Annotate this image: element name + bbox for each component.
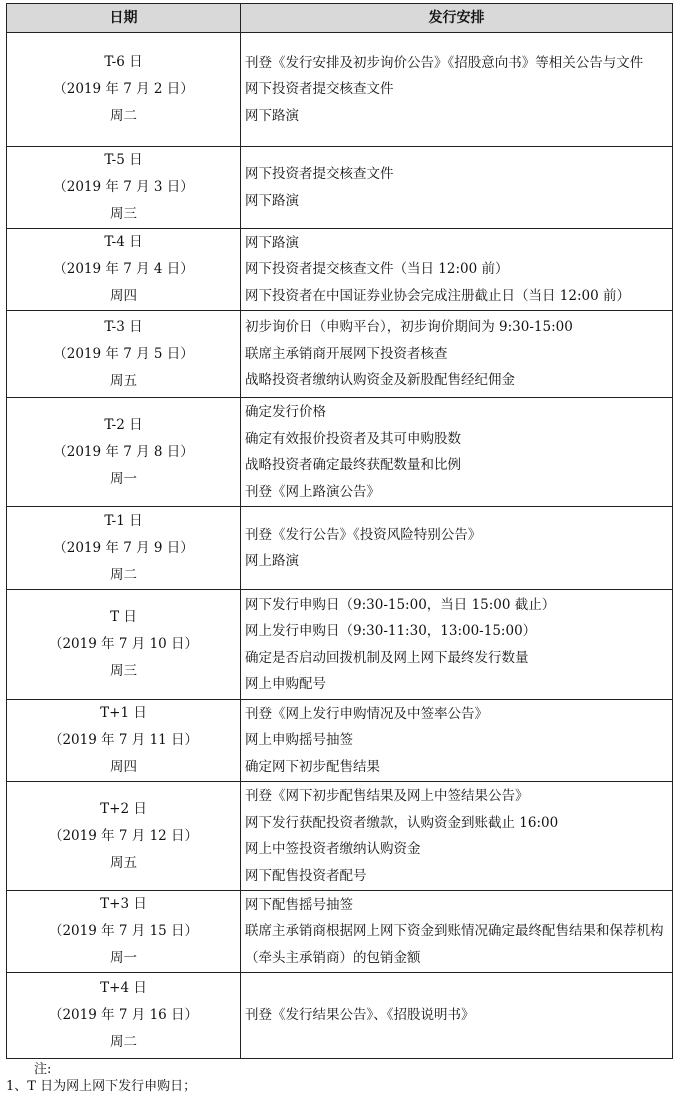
schedule-item: 网上路演 bbox=[245, 553, 299, 569]
calendar-date-label: （2019 年 7 月 16 日） bbox=[48, 1007, 199, 1023]
schedule-item: 刊登《发行安排及初步询价公告》《招股意向书》等相关公告与文件 bbox=[245, 54, 644, 71]
table-row bbox=[7, 700, 673, 782]
schedule-item: 联席主承销商开展网下投资者核查 bbox=[245, 345, 448, 362]
trading-day-label: T-6 日 bbox=[104, 54, 143, 70]
weekday-label: 周四 bbox=[110, 288, 137, 304]
date-cell bbox=[7, 33, 241, 147]
schedule-item: 确定网下初步配售结果 bbox=[245, 758, 380, 775]
schedule-cell bbox=[241, 398, 673, 507]
table-row bbox=[7, 311, 673, 398]
schedule-item: 网上中签投资者缴纳认购资金 bbox=[245, 841, 421, 857]
table-row bbox=[7, 33, 673, 147]
schedule-item: 网下路演 bbox=[245, 234, 299, 251]
schedule-item: 网下路演 bbox=[245, 192, 299, 209]
footnote bbox=[6, 1061, 672, 1095]
calendar-date-label: （2019 年 7 月 9 日） bbox=[53, 539, 194, 556]
calendar-date-label: （2019 年 7 月 2 日） bbox=[53, 81, 194, 97]
weekday-label: 周二 bbox=[110, 108, 137, 124]
weekday-label: 周三 bbox=[110, 206, 137, 222]
schedule-cell bbox=[241, 891, 673, 973]
date-column-header: 日期 bbox=[7, 4, 241, 33]
calendar-date-label: （2019 年 7 月 4 日） bbox=[53, 261, 194, 277]
schedule-cell bbox=[241, 33, 673, 147]
schedule-item: 网下配售投资者配号 bbox=[245, 867, 367, 884]
table-row bbox=[7, 229, 673, 311]
weekday-label: 周一 bbox=[110, 470, 137, 487]
date-cell bbox=[7, 700, 241, 782]
trading-day-label: T 日 bbox=[110, 609, 137, 625]
schedule-item: 网上申购摇号抽签 bbox=[245, 732, 353, 749]
trading-day-label: T+4 日 bbox=[100, 980, 147, 996]
weekday-label: 周三 bbox=[110, 663, 137, 679]
table-body bbox=[7, 33, 673, 1059]
table-row bbox=[7, 782, 673, 891]
schedule-item: 网下投资者提交核查文件（当日 12:00 前） bbox=[245, 261, 509, 278]
schedule-item: 刊登《发行结果公告》、《招股说明书》 bbox=[245, 1007, 475, 1024]
trading-day-label: T-4 日 bbox=[104, 234, 143, 250]
schedule-item: 网下投资者在中国证券业协会完成注册截止日（当日 12:00 前） bbox=[245, 287, 630, 304]
trading-day-label: T+3 日 bbox=[100, 896, 147, 912]
date-cell bbox=[7, 782, 241, 891]
schedule-cell bbox=[241, 147, 673, 229]
date-cell bbox=[7, 147, 241, 229]
date-cell bbox=[7, 891, 241, 973]
schedule-cell bbox=[241, 311, 673, 398]
schedule-cell bbox=[241, 973, 673, 1059]
schedule-item: 网上发行申购日（9:30-11:30，13:00-15:00） bbox=[245, 623, 537, 639]
schedule-item: 确定有效报价投资者及其可申购股数 bbox=[245, 430, 461, 447]
issuance-schedule-table bbox=[6, 3, 673, 1059]
date-cell bbox=[7, 398, 241, 507]
weekday-label: 周五 bbox=[110, 372, 137, 389]
weekday-label: 周四 bbox=[110, 759, 137, 775]
table-row bbox=[7, 973, 673, 1059]
schedule-item: 联席主承销商根据网上网下资金到账情况确定最终配售结果和保荐机构（牵头主承销商）的包销金额 bbox=[245, 923, 664, 966]
schedule-cell bbox=[241, 229, 673, 311]
date-cell bbox=[7, 229, 241, 311]
date-cell bbox=[7, 590, 241, 700]
document bbox=[6, 3, 672, 1095]
calendar-date-label: （2019 年 7 月 15 日） bbox=[48, 923, 199, 939]
trading-day-label: T-5 日 bbox=[104, 152, 143, 168]
table-row bbox=[7, 398, 673, 507]
footnote-line-1: 1、T 日为网上网下发行申购日； bbox=[6, 1079, 197, 1094]
schedule-item: 确定发行价格 bbox=[245, 404, 326, 420]
schedule-item: 刊登《网上发行申购情况及中签率公告》 bbox=[245, 705, 488, 722]
trading-day-label: T-1 日 bbox=[104, 512, 143, 529]
trading-day-label: T+2 日 bbox=[100, 800, 147, 817]
table-header-row bbox=[7, 4, 673, 33]
calendar-date-label: （2019 年 7 月 3 日） bbox=[53, 179, 194, 195]
schedule-column-header: 发行安排 bbox=[241, 4, 673, 33]
trading-day-label: T-3 日 bbox=[104, 318, 143, 335]
date-cell bbox=[7, 311, 241, 398]
calendar-date-label: （2019 年 7 月 5 日） bbox=[53, 345, 194, 362]
calendar-date-label: （2019 年 7 月 8 日） bbox=[53, 443, 194, 460]
date-cell bbox=[7, 507, 241, 590]
calendar-date-label: （2019 年 7 月 12 日） bbox=[48, 827, 199, 844]
trading-day-label: T-2 日 bbox=[104, 416, 143, 433]
schedule-item: 网上申购配号 bbox=[245, 676, 326, 692]
schedule-item: 战略投资者缴纳认购资金及新股配售经纪佣金 bbox=[245, 372, 515, 389]
schedule-item: 刊登《网上路演公告》 bbox=[245, 483, 380, 500]
schedule-cell bbox=[241, 700, 673, 782]
weekday-label: 周一 bbox=[110, 950, 137, 966]
schedule-item: 网下投资者提交核查文件 bbox=[245, 166, 394, 182]
date-cell bbox=[7, 973, 241, 1059]
weekday-label: 周二 bbox=[110, 566, 137, 583]
schedule-item: 网下发行申购日（9:30-15:00，当日 15:00 截止） bbox=[245, 596, 556, 613]
table-row bbox=[7, 590, 673, 700]
schedule-item: 网下发行获配投资者缴款，认购资金到账截止 16:00 bbox=[245, 814, 559, 831]
schedule-item: 刊登《发行公告》《投资风险特别公告》 bbox=[245, 526, 482, 543]
schedule-item: 网下投资者提交核查文件 bbox=[245, 81, 394, 98]
trading-day-label: T+1 日 bbox=[100, 705, 147, 721]
schedule-item: 战略投资者确定最终获配数量和比例 bbox=[245, 457, 461, 473]
footnote-label: 注: bbox=[34, 1062, 52, 1077]
table-row bbox=[7, 891, 673, 973]
schedule-cell bbox=[241, 590, 673, 700]
schedule-item: 确定是否启动回拨机制及网上网下最终发行数量 bbox=[245, 649, 529, 666]
schedule-item: 初步询价日（申购平台），初步询价期间为 9:30-15:00 bbox=[245, 319, 573, 336]
table-row bbox=[7, 507, 673, 590]
calendar-date-label: （2019 年 7 月 11 日） bbox=[48, 732, 199, 748]
schedule-cell bbox=[241, 507, 673, 590]
calendar-date-label: （2019 年 7 月 10 日） bbox=[48, 636, 199, 652]
table-row bbox=[7, 147, 673, 229]
weekday-label: 周五 bbox=[110, 854, 137, 871]
schedule-item: 网下路演 bbox=[245, 107, 299, 124]
weekday-label: 周二 bbox=[110, 1034, 137, 1050]
schedule-item: 网下配售摇号抽签 bbox=[245, 896, 353, 913]
schedule-cell bbox=[241, 782, 673, 891]
schedule-item: 刊登《网下初步配售结果及网上中签结果公告》 bbox=[245, 788, 529, 804]
